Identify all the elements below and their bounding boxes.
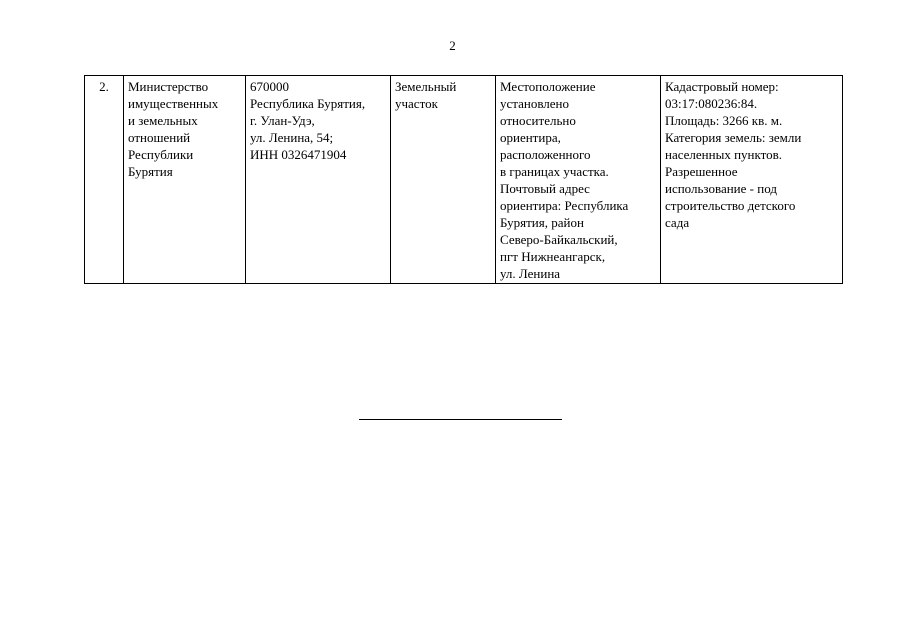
- row-number-cell: 2.: [85, 76, 124, 284]
- characteristics-cell: Кадастровый номер: 03:17:080236:84. Площадь: 3266 кв. м. Категория земель: земли населенных пунктов. Разрешенное использование - под строительство детского сада: [661, 76, 843, 284]
- object-type-cell: Земельный участок: [391, 76, 496, 284]
- location-cell: Местоположение установлено относительно ориентира, расположенного в границах участка. Почтовый адрес ориентира: Республика Бурятия, район Северо-Байкальский, пгт Нижнеангарск, ул. Ленина: [496, 76, 661, 284]
- owner-address-cell: 670000 Республика Бурятия, г. Улан-Удэ, ул. Ленина, 54; ИНН 0326471904: [246, 76, 391, 284]
- table-row: [85, 76, 843, 284]
- property-table: [84, 75, 843, 284]
- page-number: 2: [449, 38, 456, 53]
- owner-cell: Министерство имущественных и земельных отношений Республики Бурятия: [124, 76, 246, 284]
- separator-line: [359, 419, 562, 420]
